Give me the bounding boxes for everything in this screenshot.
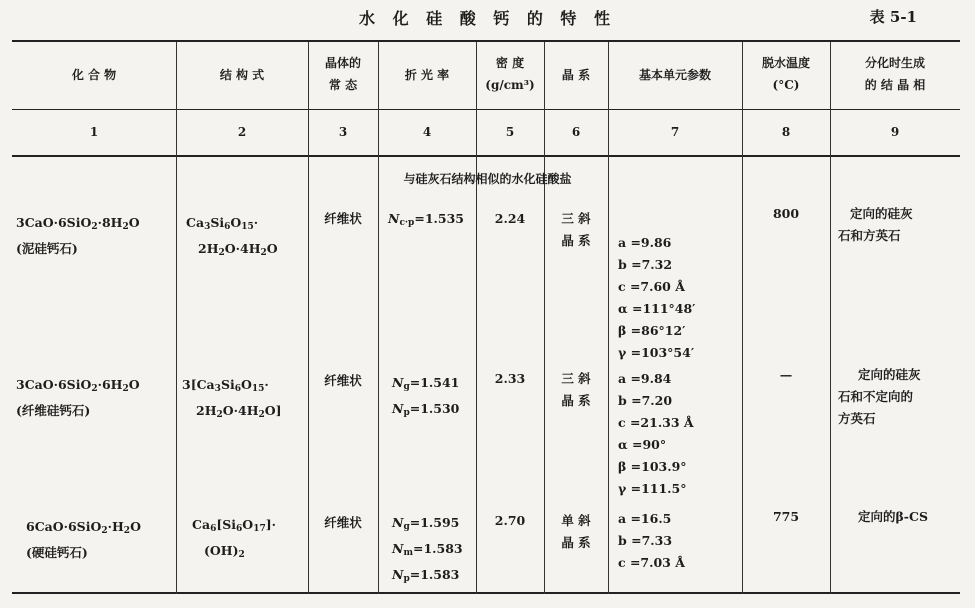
- column-number: 7: [670, 125, 680, 139]
- crystal-system-line: 晶 系: [561, 535, 591, 550]
- refractive-cell: [388, 208, 464, 234]
- column-number: 4: [422, 125, 432, 139]
- crystal-system-cell: [544, 368, 608, 412]
- header-dehydration-line1: 脱水温度: [761, 56, 810, 70]
- param: c =7.03 Å: [618, 555, 685, 570]
- compound-name: (硬硅钙石): [26, 545, 88, 560]
- header-rule: [12, 109, 960, 110]
- refractive-value: $N_p=1.583$: [392, 567, 460, 584]
- compound-cell: [16, 212, 140, 260]
- crystal-system-line: 晶 系: [561, 393, 591, 408]
- compound-cell: [16, 374, 140, 422]
- state-cell: 纤维状: [324, 515, 362, 530]
- density-cell: 2.24: [494, 211, 526, 226]
- param: c =21.33 Å: [618, 415, 694, 430]
- bottom-rule: [12, 592, 960, 594]
- crystal-system-line: 三 斜: [561, 371, 591, 386]
- column-number: 3: [338, 125, 348, 139]
- structure-cell: [186, 212, 278, 264]
- structure-line: $(OH)_2$: [204, 543, 245, 560]
- phase-line: 定向的β-CS: [858, 509, 928, 524]
- header-dehydration: [742, 52, 830, 96]
- param: β =103.9°: [618, 459, 687, 474]
- header-density-line2: (g/cm³): [485, 78, 535, 92]
- param: a =16.5: [618, 511, 672, 526]
- structure-line: $3[Ca_3Si_6O_{15}\cdot$: [182, 377, 269, 394]
- number-rule: [12, 155, 960, 157]
- structure-line: $Ca_6[Si_6O_{17}]\cdot$: [192, 517, 276, 534]
- params-cell: [618, 508, 685, 574]
- dehydration-cell: 800: [772, 206, 800, 221]
- param: b =7.20: [618, 393, 673, 408]
- phase-cell: [858, 506, 928, 528]
- header-phase-line2: 的 结 晶 相: [864, 78, 926, 92]
- header-structure: 结 构 式: [219, 68, 265, 82]
- param: β =86°12′: [618, 323, 686, 338]
- table-number: 表 5-1: [869, 8, 917, 26]
- phase-line: 定向的硅灰: [850, 206, 913, 221]
- params-cell: [618, 368, 694, 500]
- header-compound: 化 合 物: [71, 68, 117, 82]
- crystal-system-line: 晶 系: [561, 233, 591, 248]
- density-cell: 2.70: [494, 513, 526, 528]
- param: α =111°48′: [618, 301, 696, 316]
- phase-line: 定向的硅灰: [858, 367, 921, 382]
- column-number: 9: [890, 125, 900, 139]
- param: b =7.32: [618, 257, 673, 272]
- section-title: 与硅灰石结构相似的水化硅酸盐: [403, 172, 572, 186]
- structure-line: $2H_2O\cdot 4H_2O$: [198, 241, 278, 258]
- crystal-system-line: 三 斜: [561, 211, 591, 226]
- density-cell: 2.33: [494, 371, 526, 386]
- compound-formula: $3CaO\cdot 6SiO_2\cdot 6H_2O$: [16, 377, 140, 394]
- compound-formula: $3CaO\cdot 6SiO_2\cdot 8H_2O$: [16, 215, 140, 232]
- refractive-value: $N_g=1.595$: [392, 515, 460, 532]
- state-cell: 纤维状: [324, 211, 362, 226]
- param: γ =111.5°: [618, 481, 687, 496]
- structure-line: $2H_2O\cdot 4H_2O$]: [196, 403, 282, 420]
- column-number: 5: [505, 125, 515, 139]
- phase-line: 石和方英石: [838, 228, 901, 243]
- header-density: [476, 52, 544, 96]
- header-density-line1: 密 度: [495, 56, 525, 70]
- phase-line: 石和不定向的: [838, 389, 914, 404]
- structure-cell: [182, 374, 282, 426]
- top-rule: [12, 40, 960, 42]
- header-state-line1: 晶体的: [324, 56, 361, 70]
- param: γ =103°54′: [618, 345, 695, 360]
- refractive-value: $N_m=1.583$: [392, 541, 463, 558]
- crystal-system-cell: [544, 510, 608, 554]
- header-dehydration-line2: (°C): [772, 78, 800, 92]
- table-title: 水 化 硅 酸 钙 的 特 性: [359, 9, 616, 28]
- param: a =9.84: [618, 371, 672, 386]
- param: α =90°: [618, 437, 667, 452]
- refractive-value: $N_p=1.530$: [392, 401, 460, 418]
- header-phase: [830, 52, 960, 96]
- structure-line: $Ca_3Si_6O_{15}\cdot$: [186, 215, 259, 232]
- refractive-value: $N_{c\cdot p}=1.535$: [388, 211, 464, 228]
- dehydration-cell: 775: [772, 509, 800, 524]
- param: c =7.60 Å: [618, 279, 685, 294]
- structure-cell: [192, 514, 276, 566]
- header-refractive: 折 光 率: [404, 68, 450, 82]
- column-number: 8: [781, 125, 791, 139]
- refractive-cell: [392, 372, 459, 424]
- header-params: 基本单元参数: [638, 68, 711, 82]
- compound-formula: $6CaO\cdot 6SiO_2\cdot H_2O$: [26, 519, 141, 536]
- compound-cell: [26, 516, 141, 564]
- column-number: 1: [89, 125, 99, 139]
- refractive-cell: [392, 512, 463, 590]
- param: a =9.86: [618, 235, 672, 250]
- crystal-system-line: 单 斜: [561, 513, 591, 528]
- header-state: [308, 52, 378, 96]
- params-cell: [618, 232, 695, 364]
- compound-name: (泥硅钙石): [16, 241, 78, 256]
- header-crystal-system: 晶 系: [561, 68, 591, 82]
- phase-cell: [838, 203, 913, 247]
- state-cell: 纤维状: [324, 373, 362, 388]
- column-number: 6: [571, 125, 581, 139]
- phase-cell: [838, 364, 921, 430]
- crystal-system-cell: [544, 208, 608, 252]
- compound-name: (纤维硅钙石): [16, 403, 91, 418]
- refractive-value: $N_g=1.541$: [392, 375, 460, 392]
- header-phase-line1: 分化时生成: [864, 56, 925, 70]
- header-state-line2: 常 态: [328, 78, 358, 92]
- phase-line: 方英石: [838, 411, 876, 426]
- column-number: 2: [237, 125, 247, 139]
- dehydration-cell: —: [779, 367, 793, 382]
- param: b =7.33: [618, 533, 673, 548]
